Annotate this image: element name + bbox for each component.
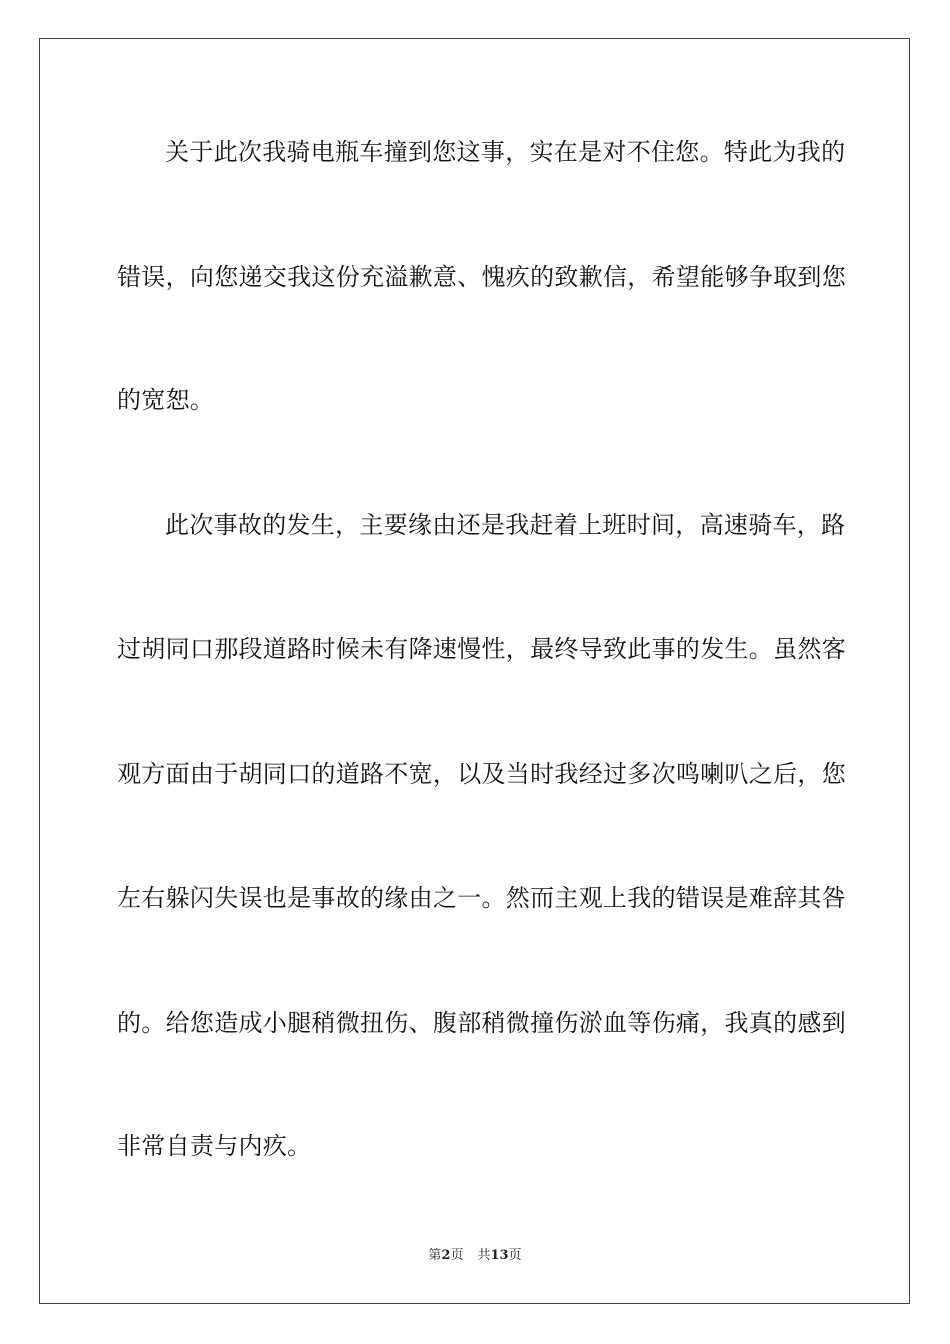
paragraph-2-line-1: 此次事故的发生，主要缘由还是我赶着上班时间，高速骑车，路: [165, 511, 846, 539]
page-border: [39, 38, 910, 1304]
paragraph-1-line-3: 的宽恕。: [117, 386, 215, 414]
paragraph-1-line-2: 错误，向您递交我这份充溢歉意、愧疚的致歉信，希望能够争取到您: [117, 263, 846, 291]
paragraph-2-line-6: 非常自责与内疚。: [117, 1132, 312, 1160]
page-number: 2: [441, 1248, 451, 1263]
paragraph-2-line-5: 的。给您造成小腿稍微扭伤、腹部稍微撞伤淤血等伤痛，我真的感到: [117, 1009, 846, 1037]
total-label-prefix: 共: [477, 1248, 491, 1263]
page-footer: [0, 1247, 950, 1265]
paragraph-2-line-3: 观方面由于胡同口的道路不宽，以及当时我经过多次鸣喇叭之后，您: [117, 760, 846, 788]
paragraph-2-line-2: 过胡同口那段道路时候未有降速慢性，最终导致此事的发生。虽然客: [117, 635, 846, 663]
total-label-suffix: 页: [508, 1248, 522, 1263]
paragraph-2-line-4: 左右躲闪失误也是事故的缘由之一。然而主观上我的错误是难辞其咎: [117, 884, 846, 912]
page-label-suffix: 页: [450, 1248, 464, 1263]
paragraph-1-line-1: 关于此次我骑电瓶车撞到您这事，实在是对不住您。特此为我的: [165, 138, 846, 166]
total-pages: 13: [490, 1248, 509, 1263]
page-label-prefix: 第: [428, 1248, 442, 1263]
